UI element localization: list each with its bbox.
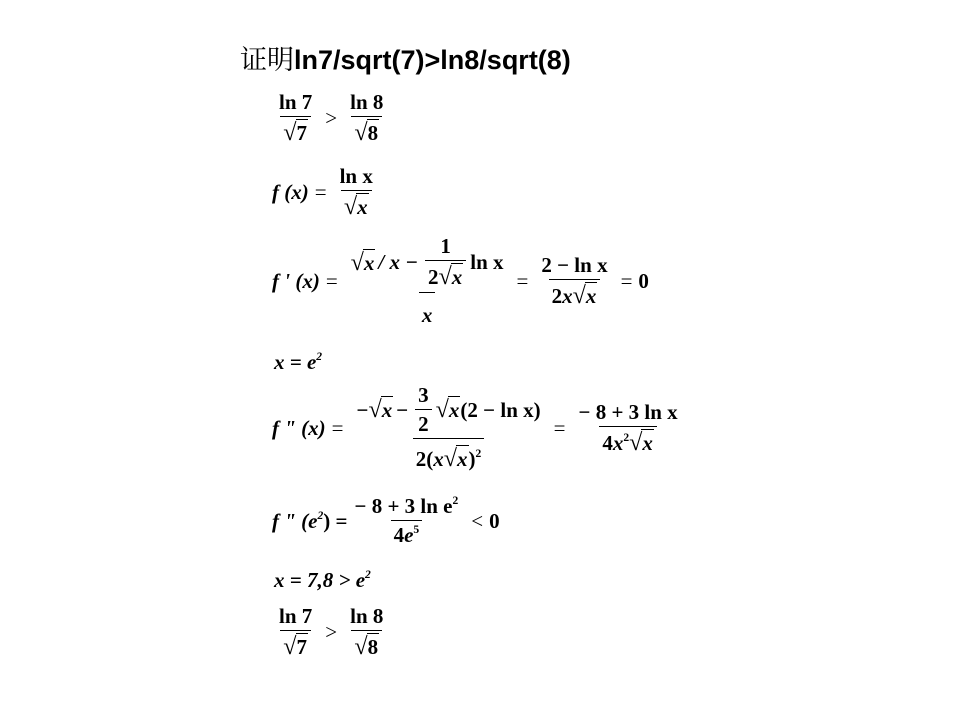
numerator-ln7: ln 7 <box>279 90 313 114</box>
fraction-ln7-sqrt7 <box>276 92 315 145</box>
second-derivative-simplified: $\frac{\text{− 8 + 3 ln x}}{4x^2√x}$ <box>578 399 678 456</box>
second-derivative-at-e2: f " $(e^2)$ = $\frac{- 8 + 3 \ln e^2}{4e^5}$ < 0 <box>272 494 500 548</box>
function-f: f (x) <box>272 180 309 205</box>
title-prefix: 证明 <box>240 45 294 76</box>
inequality-statement <box>272 92 390 145</box>
conclusion-inequality: $\frac{\ln 7}{√7}$ > $\frac{\ln 8}{√8}$ <box>279 604 384 660</box>
denominator-sqrt7: √7 <box>280 116 311 145</box>
function-definition: f (x) = $\frac{\text{ln x}}{√x}$ <box>272 166 380 219</box>
x-values-comparison: $x = 7,8 > e^2$ <box>274 568 371 593</box>
function-f-double-prime: f " (x) <box>272 415 326 440</box>
fraction-at-e2: $\frac{- 8 + 3 \ln e^2}{4e^5}$ <box>354 494 459 548</box>
denominator-sqrt8: √8 <box>351 116 382 145</box>
less-than-sign: < <box>471 508 484 533</box>
second-derivative: f " (x) = − √x − $\frac{3}{2}$ √x (2 − ln x) $2(x√x)^2$ = $\frac{\text{− 8 + 3 ln x}}{4x^2√x}$ <box>272 385 685 471</box>
critical-point: $x = e^2$ <box>274 350 323 375</box>
derivative-simplified-fraction: $\frac{\text{2 − ln x}}{2x√x}$ <box>541 252 608 309</box>
fraction-lnx-sqrtx: $\frac{\text{ln x}}{√x}$ <box>339 164 373 220</box>
slide-title <box>240 38 571 77</box>
numerator-ln8: ln 8 <box>350 90 384 114</box>
second-derivative-fraction: − √x − $\frac{3}{2}$ √x (2 − ln x) $2(x√x)^2$ <box>356 383 541 472</box>
fraction-ln8-sqrt8 <box>347 92 386 145</box>
derivative-big-fraction: √x / x − $\frac{1}{2√x}$ ln x x <box>350 234 504 328</box>
first-derivative: f ' (x) = √x / x − $\frac{1}{2√x}$ ln x x = $\frac{\text{2 − ln x}}{2x√x}$ = 0 <box>272 234 649 328</box>
function-f-prime: f ' (x) <box>272 268 320 293</box>
greater-than-sign: > <box>325 106 338 131</box>
title-expression: ln7/sqrt(7)>ln8/sqrt(8) <box>294 45 571 75</box>
